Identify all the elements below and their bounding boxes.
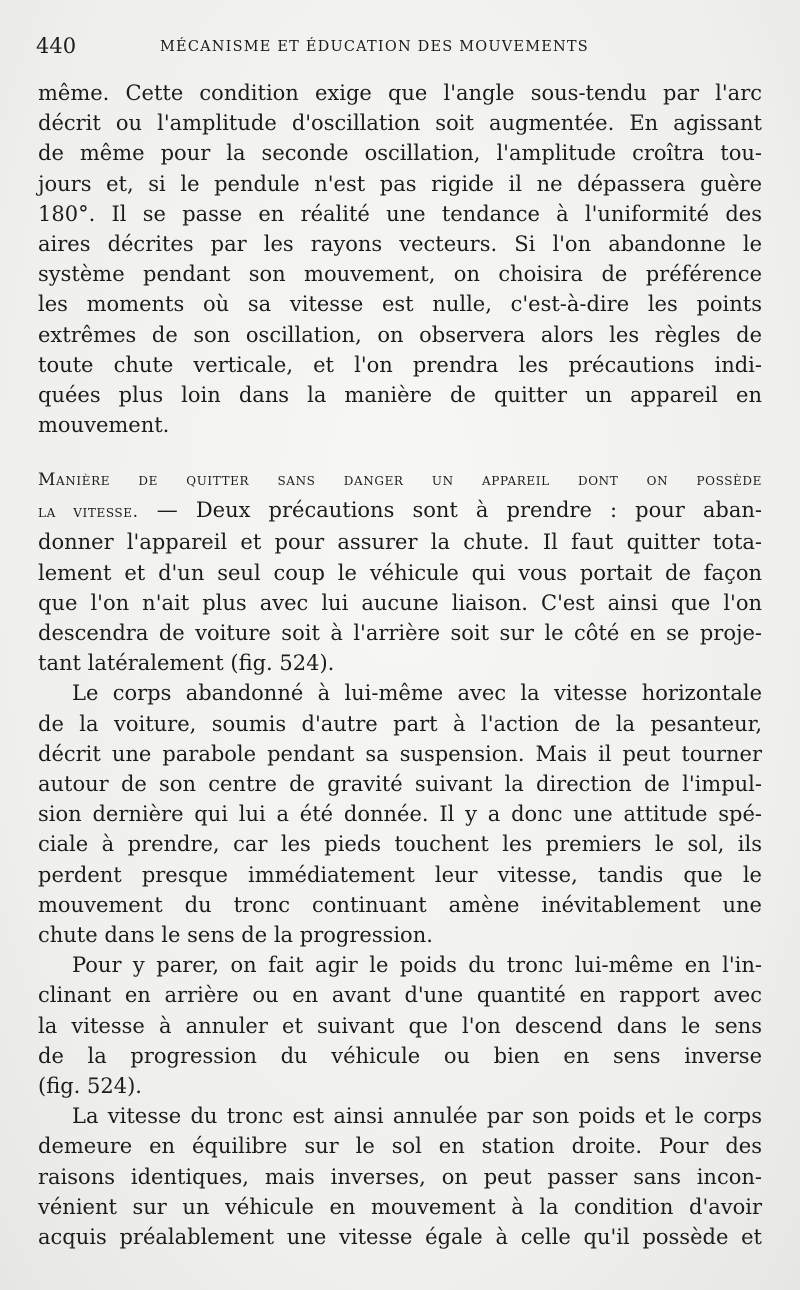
paragraph-continued [38,78,762,440]
text-line: La vitesse du tronc est ainsi annulée par son poids et le corps [72,1104,762,1129]
text-line: système pendant son mouvement, on choisira de préférence [38,262,762,287]
text-line: mouvement. [38,413,170,438]
text-line: décrit ou l'amplitude d'oscillation soit augmentée. En agissant [38,111,762,136]
text-line: clinant en arrière ou en avant d'une quantité en rapport avec [38,983,762,1008]
text-line: raisons identiques, mais inverses, on peut passer sans incon- [38,1164,762,1189]
text-line: quées plus loin dans la manière de quitter un appareil en [38,383,762,408]
text-line: de la voiture, soumis d'autre part à l'action de la pesanteur, [38,711,762,736]
text-line: Pour y parer, on fait agir le poids du tronc lui-même en l'in- [72,953,762,978]
text-line: lement et d'un seul coup le véhicule qui vous portait de façon [38,560,762,585]
text-line: demeure en équilibre sur le sol en station droite. Pour des [38,1134,762,1159]
text-line: même. Cette condition exige que l'angle sous-tendu par l'arc [38,81,762,105]
section-heading: Manière de quitter sans danger un appareil dont on possède [38,470,762,490]
text-line: la vitesse à annuler et suivant que l'on descend dans le sens [38,1013,762,1038]
text-line: extrêmes de son oscillation, on observera alors les règles de [38,322,762,347]
text-line: perdent presque immédiatement leur vitesse, tandis que le [38,862,762,887]
section-heading-continuation [38,495,762,527]
running-head [36,34,760,58]
text-line: vénient sur un véhicule en mouvement à la condition d'avoir [38,1194,762,1219]
text-line: décrit une parabole pendant sa suspension. Mais il peut tourner [38,741,762,766]
text-line: toute chute verticale, et l'on prendra les précautions indi- [38,352,762,377]
text-line: 180°. Il se passe en réalité une tendance à l'uniformité des [38,201,762,226]
text-line: mouvement du tronc continuant amène inévitablement une [38,892,762,917]
text-line: chute dans le sens de la progression. [38,923,433,948]
text-line: de la progression du véhicule ou bien en sens inverse [38,1043,762,1068]
text-line: (fig. 524). [38,1074,142,1099]
text-line: aires décrites par les rayons vecteurs. Si l'on abandonne le [38,232,762,257]
section-manner-of-leaving [38,465,762,1252]
text-line: descendra de voiture soit à l'arrière soit sur le côté en se proje- [38,621,762,646]
running-title: MÉCANISME ET ÉDUCATION DES MOUVEMENTS [160,39,589,55]
text-line: que l'on n'ait plus avec lui aucune liaison. C'est ainsi que l'on [38,590,762,615]
text-line: sion dernière qui lui a été donnée. Il y a donc une attitude spé- [38,802,762,827]
text-line: Le corps abandonné à lui-même avec la vitesse horizontale [72,681,762,706]
section-heading-rest: — Deux précautions sont à prendre : pour aban- [138,498,762,523]
text-line: donner l'appareil et pour assurer la chute. Il faut quitter tota- [38,530,762,555]
text-line: tant latéralement (fig. 524). [38,651,335,676]
text-line: les moments où sa vitesse est nulle, c'est-à-dire les points [38,292,762,317]
text-line: autour de son centre de gravité suivant la direction de l'impul- [38,772,762,797]
text-line: acquis préalablement une vitesse égale à celle qu'il possède et [38,1225,762,1250]
text-line: ciale à prendre, car les pieds touchent les premiers le sol, ils [38,832,762,857]
text-line: jours et, si le pendule n'est pas rigide il ne dépassera guère [38,171,762,196]
text-line: de même pour la seconde oscillation, l'amplitude croîtra tou- [38,141,762,166]
section-heading-caps: la vitesse. [38,502,139,523]
page-number: 440 [36,34,77,58]
